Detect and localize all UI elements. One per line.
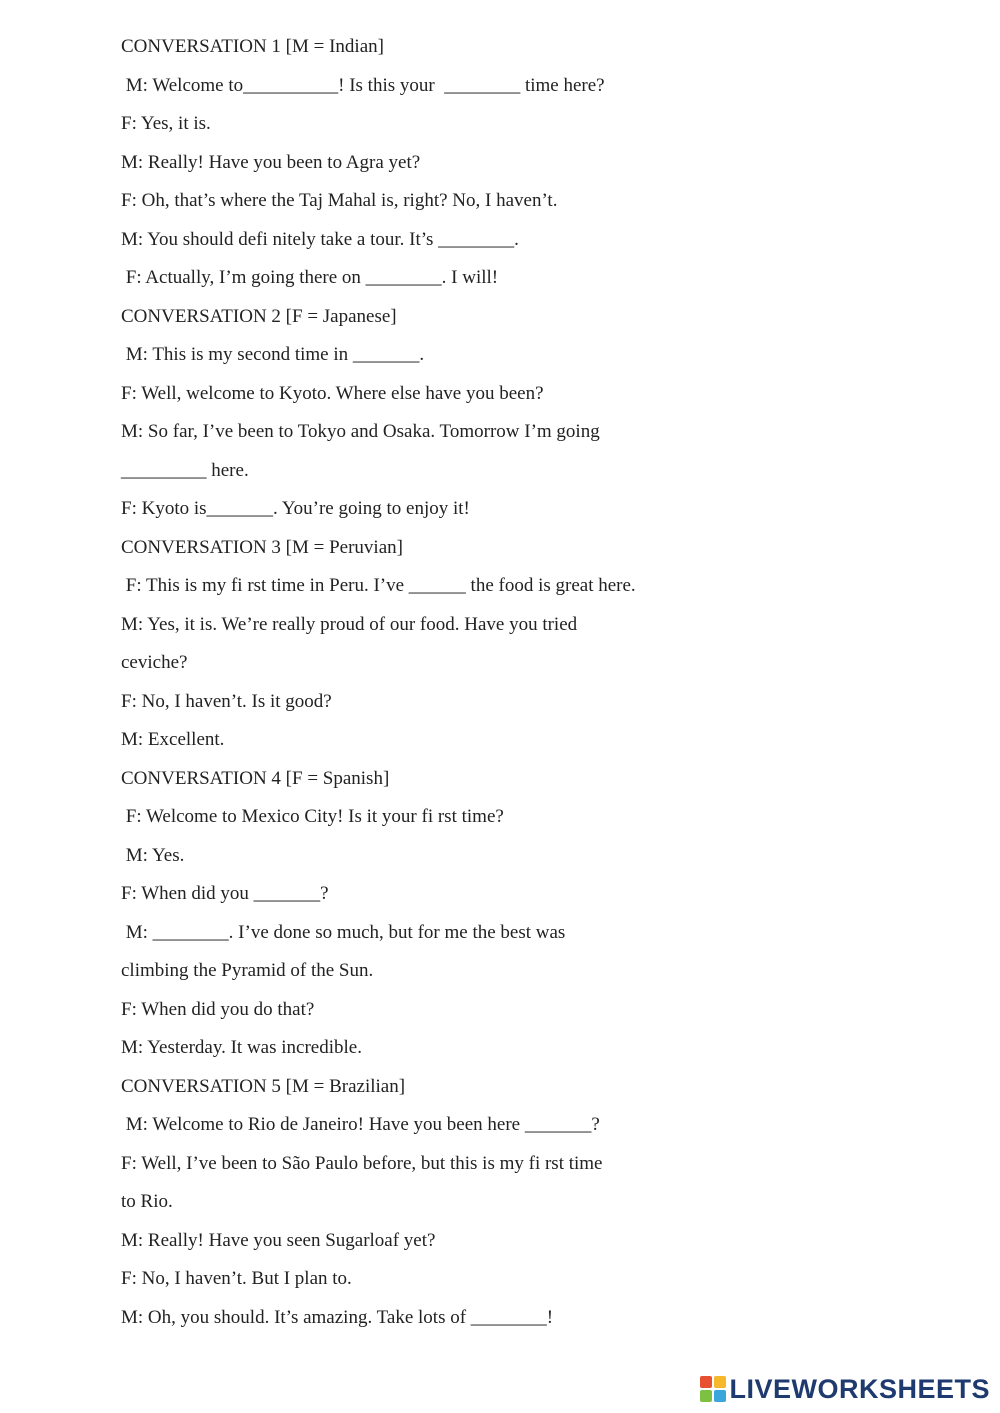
dialogue-line: M: You should defi nitely take a tour. It’s ________. (121, 228, 519, 250)
logo-square-green (700, 1390, 712, 1402)
dialogue-line: climbing the Pyramid of the Sun. (121, 960, 374, 981)
conversation-heading: CONVERSATION 3 [M = Peruvian] (121, 536, 403, 558)
dialogue-line: F: Oh, that’s where the Taj Mahal is, right? No, I haven’t. (121, 190, 558, 211)
conversation-heading: CONVERSATION 2 [F = Japanese] (121, 305, 397, 327)
dialogue-line: M: This is my second time in _______. (121, 344, 425, 365)
dialogue-line: _________ here. (121, 459, 249, 481)
dialogue-line: M: So far, I’ve been to Tokyo and Osaka. Tomorrow I’m going (121, 421, 600, 442)
dialogue-line: M: Oh, you should. It’s amazing. Take lots of ________! (121, 1306, 554, 1328)
liveworksheets-logo[interactable] (700, 1375, 990, 1403)
logo-square-red (700, 1376, 712, 1388)
dialogue-line: M: Really! Have you been to Agra yet? (121, 151, 421, 173)
dialogue-line: F: When did you do that? (121, 998, 315, 1020)
logo-grid-icon (700, 1376, 726, 1402)
dialogue-line: F: No, I haven’t. But I plan to. (121, 1268, 352, 1289)
dialogue-line: M: Welcome to Rio de Janeiro! Have you been here _______? (121, 1114, 600, 1135)
dialogue-line: M: Yes, it is. We’re really proud of our food. Have you tried (121, 613, 578, 635)
dialogue-line: M: Excellent. (121, 729, 225, 750)
conversation-heading: CONVERSATION 5 [M = Brazilian] (121, 1075, 406, 1097)
dialogue-line: M: Yesterday. It was incredible. (121, 1037, 362, 1058)
logo-square-yellow (714, 1376, 726, 1388)
dialogue-line: F: No, I haven’t. Is it good? (121, 690, 332, 712)
dialogue-line: ceviche? (121, 652, 188, 673)
logo-text: LIVEWORKSHEETS (729, 1374, 990, 1404)
dialogue-line: F: Actually, I’m going there on ________. I will! (121, 267, 499, 288)
dialogue-line: to Rio. (121, 1191, 173, 1212)
dialogue-line: F: Well, welcome to Kyoto. Where else have you been? (121, 382, 544, 404)
dialogue-line: F: Kyoto is_______. You’re going to enjoy it! (121, 498, 470, 519)
dialogue-line: F: When did you _______? (121, 883, 329, 904)
dialogue-line: M: Yes. (121, 844, 185, 866)
logo-square-blue (714, 1390, 726, 1402)
dialogue-line: F: Yes, it is. (121, 113, 211, 134)
conversation-heading: CONVERSATION 4 [F = Spanish] (121, 767, 390, 789)
dialogue-line: F: This is my fi rst time in Peru. I’ve ______ the food is great here. (121, 575, 636, 596)
conversation-heading: CONVERSATION 1 [M = Indian] (121, 36, 384, 57)
dialogue-line: M: ________. I’ve done so much, but for me the best was (121, 921, 566, 943)
dialogue-line: F: Welcome to Mexico City! Is it your fi rst time? (121, 806, 504, 827)
dialogue-line: F: Well, I’ve been to São Paulo before, but this is my fi rst time (121, 1152, 603, 1174)
dialogue-line: M: Really! Have you seen Sugarloaf yet? (121, 1229, 436, 1251)
dialogue-line: M: Welcome to__________! Is this your ________ time here? (121, 74, 605, 96)
